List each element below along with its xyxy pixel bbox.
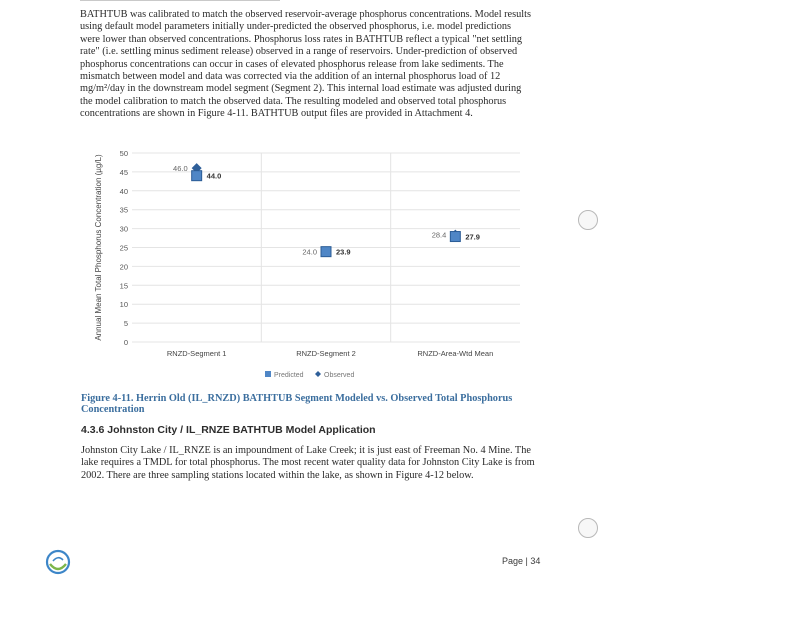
y-axis-label: Annual Mean Total Phosphorus Concentration (µg/L) — [94, 154, 103, 341]
x-category-label: RNZD-Area-Wtd Mean — [417, 349, 494, 358]
y-tick-label: 50 — [119, 149, 128, 158]
company-logo-icon — [45, 549, 71, 580]
predicted-data-label: 44.0 — [206, 171, 222, 181]
legend-observed-swatch — [315, 371, 321, 377]
y-tick-label: 45 — [119, 167, 128, 177]
legend-predicted-swatch — [265, 371, 271, 377]
predicted-marker — [450, 232, 460, 242]
predicted-marker — [321, 247, 331, 257]
nav-circle-button-upper[interactable] — [578, 210, 598, 230]
intro-paragraph: BATHTUB was calibrated to match the observed reservoir-average phosphorus concentrations. Model results using default model parameters initially under-predicted the observed phosphorus, i.e. model predictions were lower than observed concentrations. Phosphorus loss rates in BATHTUB reflect a typical "net settling rate" (i.e. settling minus sediment release) observed in a range of reservoirs. Under-prediction of observed phosphorus concentrations can occur in cases of elevated phosphorus release from lake sediments. The mismatch between model and data was corrected via the addition of an internal phosphorus load of 12 mg/m²/day in the downstream model segment (Segment 2). This internal load estimate was adjusted during the model calibration to match the observed data. The resulting modeled and observed total phosphorus concentrations are shown in Figure 4-11. BATHTUB output files are provided in Attachment 4. — [80, 9, 532, 120]
observed-data-label: 24.0 — [302, 247, 317, 257]
y-tick-label: 20 — [119, 262, 128, 272]
y-tick-label: 5 — [123, 319, 128, 329]
predicted-data-label: 27.9 — [465, 232, 480, 242]
y-tick-label: 40 — [119, 186, 128, 196]
y-tick-label: 0 — [123, 338, 128, 347]
x-category-label: RNZD-Segment 1 — [166, 349, 227, 358]
page-number: Page | 34 — [502, 556, 541, 566]
x-category-label: RNZD-Segment 2 — [296, 349, 356, 358]
y-tick-label: 35 — [119, 205, 128, 215]
tp-concentration-chart — [90, 145, 530, 385]
page-top-rule — [80, 0, 280, 3]
predicted-marker — [192, 171, 202, 181]
legend-observed-label: Observed — [324, 372, 355, 379]
y-tick-label: 30 — [119, 224, 128, 234]
section-paragraph: Johnston City Lake / IL_RNZE is an impoundment of Lake Creek; it is just east of Freeman No. 4 Mine. The lake requires a TMDL for total phosphorus. The most recent water quality data for Johnston City Lake is from 2002. There are three sampling stations located within the lake, as shown in Figure 4-12 below. — [81, 445, 535, 481]
y-tick-label: 25 — [119, 243, 128, 253]
observed-data-label: 46.0 — [173, 164, 188, 174]
legend-predicted-label: Predicted — [274, 372, 304, 379]
figure-caption: Figure 4-11. Herrin Old (IL_RNZD) BATHTUB Segment Modeled vs. Observed Total Phosphorus Concentration — [81, 393, 513, 415]
observed-data-label: 28.4 — [431, 230, 447, 240]
nav-circle-button-lower[interactable] — [578, 518, 598, 538]
section-heading: 4.3.6 Johnston City / IL_RNZE BATHTUB Model Application — [81, 424, 376, 436]
predicted-data-label: 23.9 — [336, 247, 351, 257]
y-tick-label: 10 — [119, 300, 128, 310]
y-tick-label: 15 — [119, 281, 128, 291]
